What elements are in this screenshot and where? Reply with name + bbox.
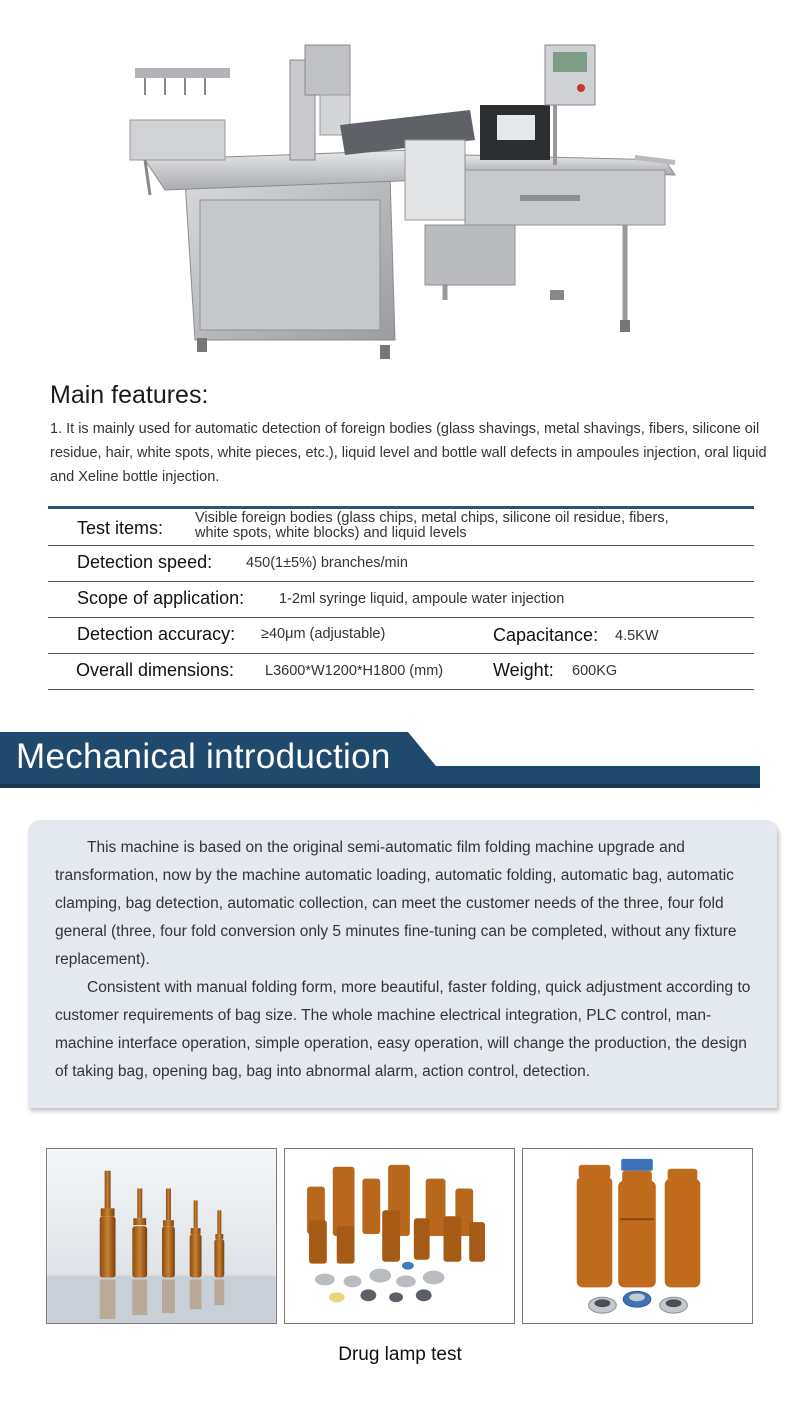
spec-row-accuracy	[48, 618, 754, 654]
intro-card	[28, 820, 777, 1108]
ampoules-image	[46, 1148, 277, 1324]
spec-row-speed	[48, 546, 754, 582]
vials-image	[284, 1148, 515, 1324]
spec-row-test-items	[48, 509, 754, 546]
spec-row-scope	[48, 582, 754, 618]
features-description: 1. It is mainly used for automatic detection of foreign bodies (glass shavings, metal shavings, fibers, silicone oil residue, hair, white spots, white pieces, etc.), liquid level and bottle wall defects in ampoules injection, oral liquid and Xeline bottle injection.	[50, 421, 767, 485]
test-items-value: Visible foreign bodies (glass chips, metal chips, silicone oil residue, fibers, white spots, white blocks) and liquid levels	[195, 510, 669, 541]
weight-value: 600KG	[572, 663, 618, 679]
gallery-caption: Drug lamp test	[338, 1344, 462, 1365]
test-items-label: Test items:	[77, 518, 164, 538]
intro-paragraph-2: Consistent with manual folding form, more beautiful, faster folding, quick adjustment according to customer requirements of bag size. The whole machine electrical integration, PLC control, man-machine interface operation, simple operation, easy operation, will change the production, the design of taking bag, opening bag, bag into abnormal alarm, action control, detection.	[55, 979, 751, 1080]
capacitance-label: Capacitance:	[493, 625, 599, 645]
spec-table	[48, 506, 754, 690]
dimensions-label: Overall dimensions:	[76, 660, 235, 680]
inspection-machine-image	[125, 40, 685, 370]
speed-value: 450(1±5%) branches/min	[246, 555, 408, 571]
intro-paragraph-1: This machine is based on the original semi-automatic film folding machine upgrade and transformation, now by the machine automatic loading, automatic folding, automatic bag, automatic clamping, bag detection, automatic collection, can meet the customer needs of the three, four fold general (three, four fold conversion only 5 minutes fine-tuning can be completed, without any fixture replacement).	[55, 839, 737, 968]
weight-label: Weight:	[493, 660, 554, 680]
features-title: Main features:	[50, 381, 209, 409]
scope-label: Scope of application:	[77, 588, 245, 608]
capacitance-value: 4.5KW	[615, 628, 659, 644]
speed-label: Detection speed:	[77, 552, 213, 572]
spec-row-dimensions	[48, 654, 754, 690]
dimensions-value: L3600*W1200*H1800 (mm)	[265, 663, 444, 679]
section-title: Mechanical introduction	[16, 737, 391, 776]
accuracy-value: ≥40μm (adjustable)	[261, 626, 386, 642]
scope-value: 1-2ml syringe liquid, ampoule water injection	[279, 591, 565, 607]
accuracy-label: Detection accuracy:	[77, 624, 236, 644]
bottles-image	[522, 1148, 753, 1324]
